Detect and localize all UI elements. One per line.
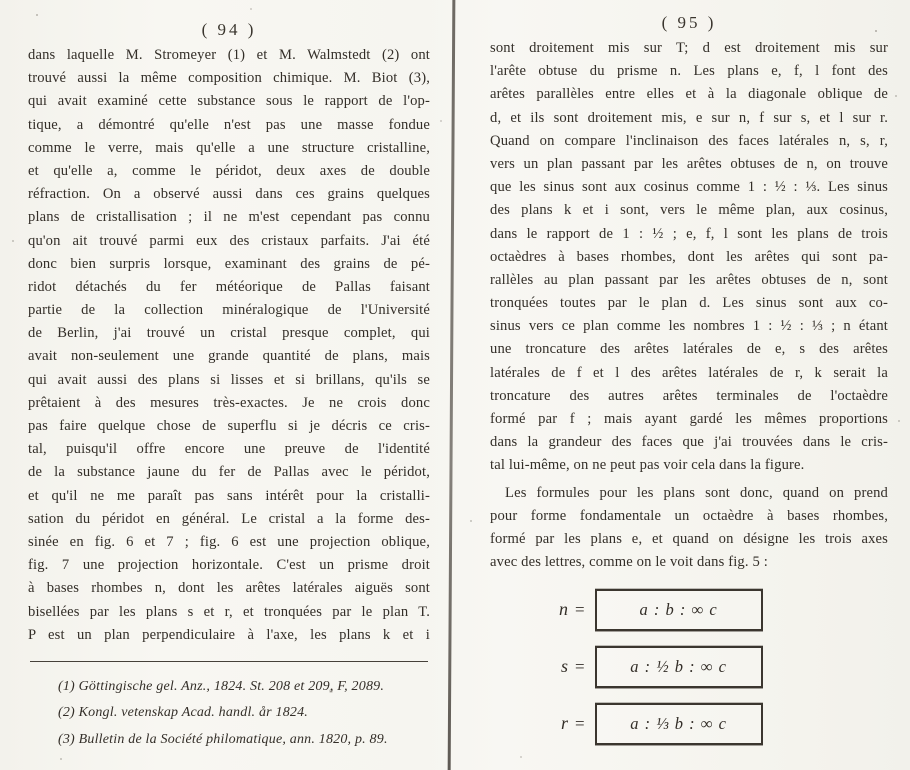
text-line: formé par les plans e, et quand on désigne les trois axes bbox=[490, 530, 888, 547]
plane-formulas bbox=[490, 586, 888, 747]
footnote-divider bbox=[30, 661, 428, 662]
text-line: tal lui-même, on ne peut pas voir cela dans la figure. bbox=[490, 457, 805, 474]
text-line: comme le verre, mais qu'elle a une structure cristalline, bbox=[28, 139, 430, 156]
page-94-number: ( 94 ) bbox=[201, 20, 257, 39]
page-95 bbox=[490, 0, 888, 757]
formula-row-r bbox=[542, 700, 888, 747]
text-line: plans de cristallisation ; il ne m'est cependant pas connu bbox=[28, 209, 430, 226]
text-line: donc bien surpris lorsque, examinant des grains de pé- bbox=[28, 255, 430, 272]
text-line: Quand on compare l'inclinaison des faces latérales n, s, r, bbox=[490, 132, 888, 149]
page-94-text-block bbox=[28, 44, 430, 647]
text-line: ridot détachés du fer météorique de Pallas faisant bbox=[28, 278, 430, 295]
text-line: sation du péridot en général. Le cristal a la forme des- bbox=[28, 510, 430, 527]
formula-row-n bbox=[542, 586, 888, 633]
text-line: tal, puisqu'il offre encore une preuve de l'identité bbox=[28, 441, 430, 458]
text-line: sont droitement mis sur T; d est droitement mis sur bbox=[490, 40, 888, 56]
text-line: dans le rapport de 1 : ½ ; e, f, l sont les plans de trois bbox=[490, 225, 888, 242]
formula-box-n: a : b : ∞ c bbox=[595, 589, 763, 631]
page-94 bbox=[28, 0, 430, 753]
text-line: avec des lettres, comme on le voit dans fig. 5 : bbox=[490, 554, 768, 571]
text-line: pour forme fondamentale un octaèdre à bases rhombes, bbox=[490, 507, 888, 524]
text-line: bisellées par les plans s et r, et tronquées par le plan T. bbox=[28, 603, 430, 620]
formula-box-s: a : ½ b : ∞ c bbox=[595, 646, 763, 688]
text-line: troncature des autres arêtes terminales de l'octaèdre bbox=[490, 387, 888, 404]
equals-sign: = bbox=[575, 656, 584, 676]
text-line: à bases rhombes n, dont les arêtes latérales aiguës sont bbox=[28, 580, 430, 597]
text-line: qui avait examiné cette substance sous le rapport de l'op- bbox=[28, 93, 430, 110]
text-line: avait non-seulement une grande quantité de plans, mais bbox=[28, 348, 430, 365]
text-line: rallèles au plan passant par les arêtes obtuses de n, sont bbox=[490, 271, 888, 288]
text-line: des plans k et i sont, vers le même plan, aux cosinus, bbox=[490, 202, 888, 219]
text-line: dans la grandeur des faces que j'ai trouvées dans le cris- bbox=[490, 434, 888, 451]
formula-label-s: s bbox=[560, 656, 568, 677]
text-line: d, et ils sont droitement mis, e sur n, f sur s, et l sur r. bbox=[490, 109, 888, 126]
text-line: et qu'il ne me paraît pas sans intérêt pour la cristalli- bbox=[28, 487, 430, 504]
text-line: dans laquelle M. Stromeyer (1) et M. Walmstedt (2) ont bbox=[28, 47, 430, 63]
text-line: pas faire quelque chose de superflu si je décris ce cris- bbox=[28, 418, 430, 434]
scan-noise-specks bbox=[0, 0, 2, 2]
formula-row-s bbox=[542, 643, 888, 690]
text-line: partie de la collection minéralogique de l'Université bbox=[28, 302, 430, 319]
text-line: de la substance jaune du fer de Pallas avec le péridot, bbox=[28, 464, 430, 481]
footnote-line: (3) Bulletin de la Société philomatique, ann. 1820, p. 89. bbox=[58, 731, 388, 747]
page-94-footnotes bbox=[28, 674, 430, 754]
text-line: P est un plan perpendiculaire à l'axe, les plans k et i bbox=[28, 626, 430, 643]
text-line: sinus vers ce plan comme les nombres 1 : ½ : ⅓ ; n étant bbox=[490, 318, 888, 335]
text-line: vers un plan passant par les arêtes obtuses de n, on trouve bbox=[490, 155, 888, 172]
text-line: qui avait aussi des plans si lisses et si brillans, qu'ils se bbox=[28, 371, 430, 388]
page-95-number: ( 95 ) bbox=[661, 13, 717, 32]
text-line: latérales de f et l des arêtes latérales de r, k serait la bbox=[490, 364, 888, 381]
page-95-paragraph-2 bbox=[490, 482, 888, 575]
formula-label-r: r bbox=[560, 713, 568, 734]
text-line: trouvé aussi la même composition chimique. M. Biot (3), bbox=[28, 70, 430, 87]
text-line: que les sinus sont aux cosinus comme 1 : ½ : ⅓. Les sinus bbox=[490, 179, 888, 196]
text-line: une troncature des arêtes latérales de e, s des arêtes bbox=[490, 341, 888, 358]
text-line: arêtes parallèles entre elles et à la diagonale oblique de bbox=[490, 86, 888, 103]
formula-label-n: n bbox=[559, 599, 568, 620]
equals-sign: = bbox=[575, 599, 584, 619]
text-line: qu'on ait trouvé parmi eux des cristaux parfaits. J'ai été bbox=[28, 232, 430, 249]
text-line: réfraction. On a observé aussi dans ces grains quelques bbox=[28, 186, 430, 203]
text-line: formé par f ; mais ayant gardé les mêmes proportions bbox=[490, 411, 888, 427]
text-line: octaèdres à bases rhombes, dont les arêtes qui sont pa- bbox=[490, 248, 888, 265]
text-line: tronquées toutes par le plan d. Les sinus sont aux co- bbox=[490, 295, 888, 312]
text-line: tique, a démontré qu'elle n'est pas une masse fondue bbox=[28, 116, 430, 133]
page-95-paragraph-1 bbox=[490, 37, 888, 478]
text-line: sinée en fig. 6 et 7 ; fig. 6 est une projection oblique, bbox=[28, 533, 430, 550]
text-line: et qu'elle a, comme le péridot, deux axes de double bbox=[28, 162, 430, 179]
formula-box-r: a : ⅓ b : ∞ c bbox=[595, 703, 763, 745]
footnote-line: (2) Kongl. vetenskap Acad. handl. år 1824. bbox=[58, 705, 308, 721]
page-gutter-line bbox=[448, 0, 455, 770]
equals-sign: = bbox=[575, 713, 584, 733]
text-line: l'arête obtuse du prisme n. Les plans e, f, l font des bbox=[490, 63, 888, 80]
text-line: de Berlin, j'ai trouvé un cristal presque complet, qui bbox=[28, 325, 430, 342]
text-line: prêtaient à des mesures très-exactes. Je ne crois donc bbox=[28, 394, 430, 411]
footnote-line: (1) Göttingische gel. Anz., 1824. St. 208 et 209, F, 2089. bbox=[58, 678, 385, 694]
text-line: fig. 7 une projection horizontale. C'est un prisme droit bbox=[28, 557, 430, 574]
text-line: Les formules pour les plans sont donc, quand on prend bbox=[505, 484, 888, 501]
